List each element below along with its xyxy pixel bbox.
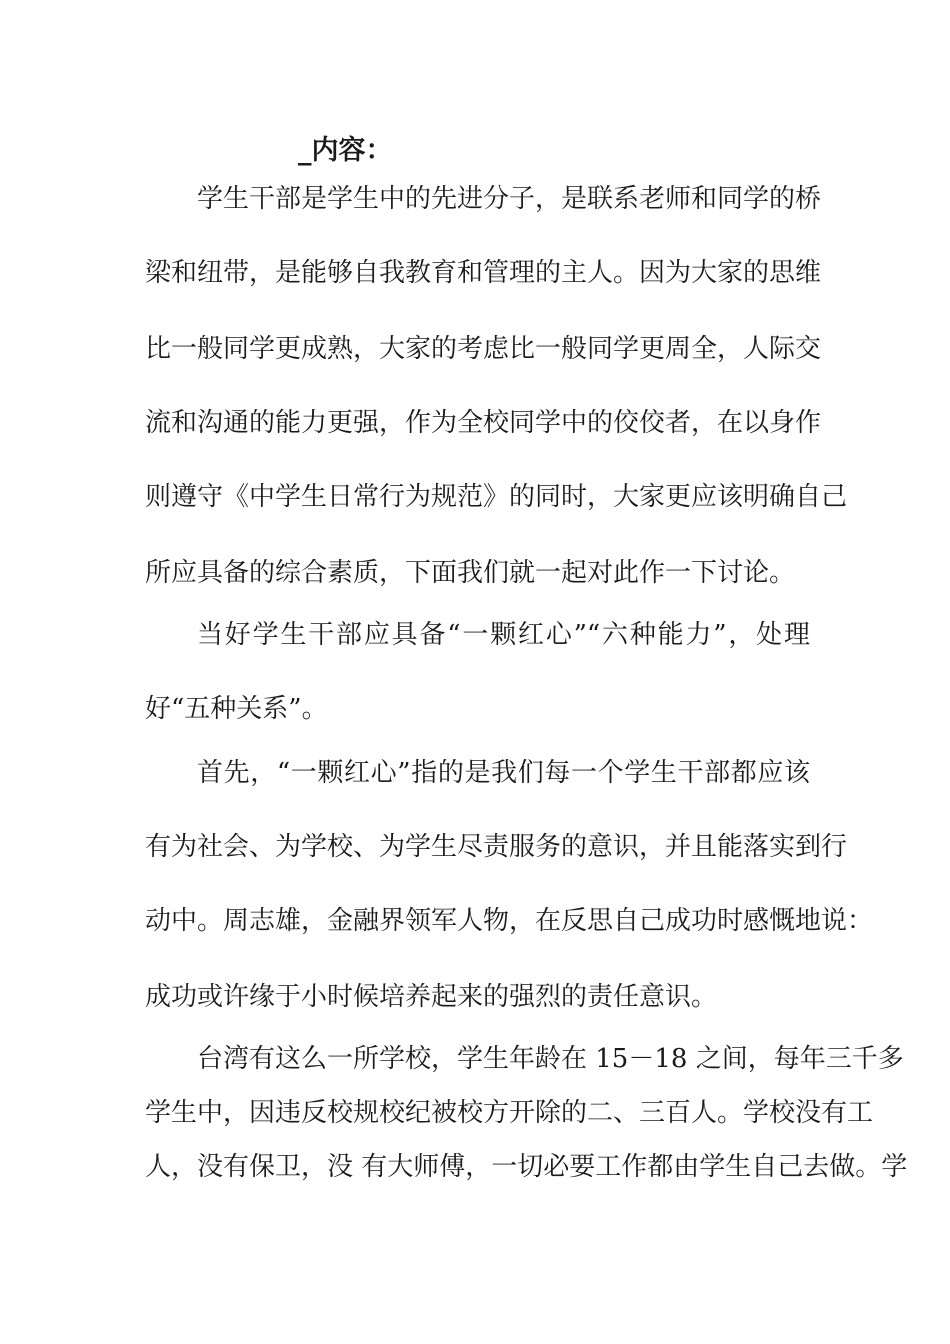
paragraph-2-line-1: 当好学生干部应具备“一颗红心”“六种能力”，处理: [197, 620, 810, 650]
paragraph-1-line-2: 梁和纽带，是能够自我教育和管理的主人。因为大家的思维: [145, 258, 822, 288]
paragraph-4-line-1: 台湾有这么一所学校，学生年龄在 15－18 之间，每年三千多: [197, 1044, 904, 1074]
paragraph-1-line-3: 比一般同学更成熟，大家的考虑比一般同学更周全，人际交: [145, 334, 822, 364]
paragraph-1-line-5: 则遵守《中学生日常行为规范》的同时，大家更应该明确自己: [145, 482, 848, 512]
paragraph-3-line-2: 有为社会、为学校、为学生尽责服务的意识，并且能落实到行: [145, 832, 848, 862]
paragraph-3-line-4: 成功或许缘于小时候培养起来的强烈的责任意识。: [145, 982, 718, 1012]
paragraph-3-line-1: 首先，“一颗红心”指的是我们每一个学生干部都应该: [197, 758, 810, 788]
paragraph-4-line-3: 人，没有保卫，没 有大师傅，一切必要工作都由学生自己去做。学: [145, 1152, 908, 1182]
section-heading: _内容：: [298, 135, 393, 166]
paragraph-1-line-4: 流和沟通的能力更强，作为全校同学中的佼佼者，在以身作: [145, 408, 822, 438]
paragraph-1-line-6: 所应具备的综合素质，下面我们就一起对此作一下讨论。: [145, 558, 796, 588]
paragraph-1-line-1: 学生干部是学生中的先进分子，是联系老师和同学的桥: [197, 184, 822, 214]
paragraph-4-line-2: 学生中，因违反校规校纪被校方开除的二、三百人。学校没有工: [145, 1098, 874, 1128]
paragraph-3-line-3: 动中。周志雄，金融界领军人物，在反思自己成功时感慨地说：: [145, 906, 874, 936]
paragraph-2-line-2: 好“五种关系”。: [145, 694, 328, 724]
